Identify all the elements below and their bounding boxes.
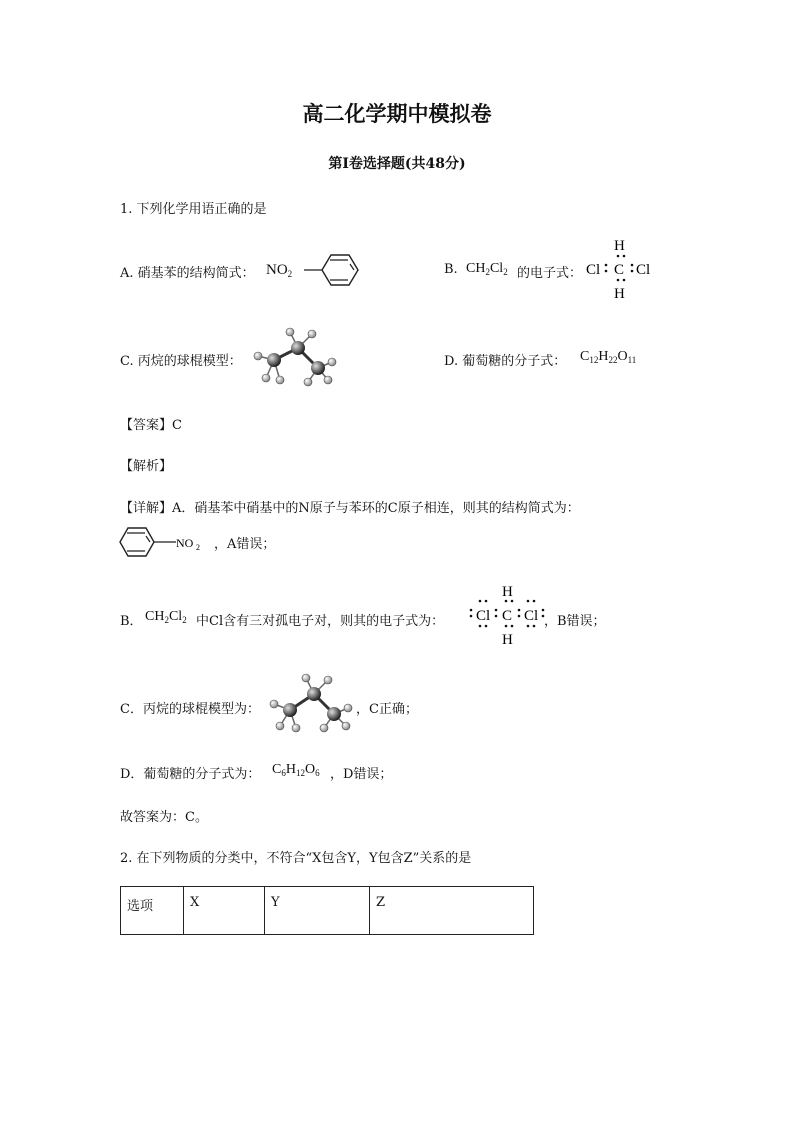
- q1-answer: 【答案】C: [120, 418, 182, 433]
- svg-text:H: H: [614, 286, 625, 302]
- q1-conclusion: 故答案为：C。: [120, 810, 208, 825]
- q1-stem: 1. 下列化学用语正确的是: [120, 202, 267, 217]
- table-header-z: Z: [370, 887, 534, 935]
- table-header-x: X: [184, 887, 265, 935]
- svg-text:H: H: [502, 632, 513, 648]
- svg-text:Cl: Cl: [636, 262, 651, 278]
- propane-ball-stick-model-correct: [268, 670, 358, 736]
- table-row: [121, 887, 534, 935]
- ch2cl2-electron-formula-correct: [468, 582, 548, 646]
- q1-detail-d: D．葡萄糖的分子式为：: [120, 767, 261, 782]
- sucrose-formula: $C_{12}H_{22}O_{11}$: [580, 349, 637, 365]
- q1-analysis-label: 【解析】: [120, 459, 173, 474]
- svg-text:Cl: Cl: [586, 262, 601, 278]
- ch2cl2-formula-detail: $CH_2Cl_2$: [145, 609, 187, 625]
- q1-detail-b: 中Cl含有三对孤电子对，则其的电子式为：: [196, 614, 445, 629]
- nitrobenzene-correct-structure: [118, 525, 218, 559]
- ch2cl2-formula: $CH_2Cl_2$: [466, 261, 508, 277]
- page-title: 高二化学期中模拟卷: [302, 101, 492, 126]
- q2-options-table: [120, 886, 534, 935]
- q1-option-b-text: 的电子式：: [517, 266, 583, 281]
- ch2cl2-electron-formula-wrong: [586, 236, 656, 302]
- q1-option-b-label: B.: [444, 262, 458, 277]
- svg-text:Cl: Cl: [476, 608, 491, 624]
- q1-detail-c: C．丙烷的球棍模型为：: [120, 702, 260, 717]
- svg-text:C: C: [502, 608, 513, 624]
- section-title: 第I卷选择题(共48分): [328, 156, 466, 172]
- svg-text:C: C: [614, 262, 625, 278]
- svg-text:NO: NO: [176, 536, 194, 550]
- svg-text:Cl: Cl: [524, 608, 539, 624]
- table-header-option: 选项: [121, 887, 184, 935]
- q1-detail-b-label: B．: [120, 614, 143, 629]
- q1-detail-a-end: ，A错误；: [214, 537, 276, 552]
- propane-ball-stick-model-option: [252, 322, 342, 390]
- table-header-y: Y: [265, 887, 370, 935]
- q1-detail-d-end: ，D错误；: [330, 767, 393, 782]
- nitro-group-label: $NO_2$: [266, 262, 293, 279]
- glucose-formula: $C_6H_{12}O_6$: [272, 762, 320, 778]
- q1-option-d: D. 葡萄糖的分子式：: [444, 354, 567, 369]
- svg-text:2: 2: [196, 543, 200, 552]
- q2-stem: 2. 在下列物质的分类中，不符合“X包含Y，Y包含Z”关系的是: [120, 851, 472, 866]
- svg-text:H: H: [502, 584, 513, 600]
- q1-detail-b-end: ，B错误；: [544, 614, 606, 629]
- q1-detail-a: 【详解】A．硝基苯中硝基中的N原子与苯环的C原子相连，则其的结构简式为：: [120, 501, 580, 516]
- q1-detail-c-end: ，C正确；: [356, 702, 418, 717]
- svg-text:H: H: [614, 238, 625, 254]
- q1-option-a: A. 硝基苯的结构简式：: [120, 266, 255, 281]
- nitrobenzene-wrong-structure: [300, 250, 364, 290]
- q1-option-c: C. 丙烷的球棍模型：: [120, 354, 242, 369]
